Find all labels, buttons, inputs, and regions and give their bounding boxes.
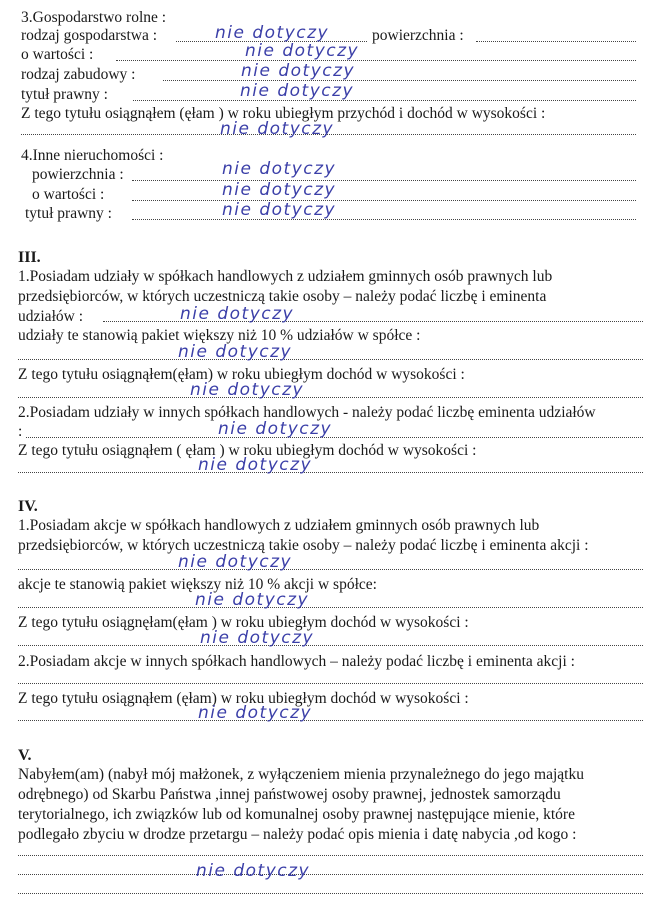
s4-title: 4.Inne nieruchomości : — [21, 147, 164, 164]
section-v-heading: V. — [18, 747, 32, 764]
v-field-line-3[interactable] — [18, 893, 643, 894]
iii-package-text: udziały te stanowią pakiet większy niż 10 % udziałów w spółce : — [18, 327, 421, 344]
s4-area-field[interactable] — [132, 180, 636, 181]
s4-value-value: nie dotyczy — [222, 180, 337, 200]
iv-p1-line2: przedsiębiorców, w których uczestniczą takie osoby – należy podać liczbę i eminenta akcji : — [18, 537, 589, 554]
iii-p1-line1: 1.Posiadam udziały w spółkach handlowych z udziałem gminnych osób prawnych lub — [18, 268, 553, 285]
s4-area-label: powierzchnia : — [32, 166, 124, 183]
iii-shares-value: nie dotyczy — [180, 304, 295, 324]
s3-legal-title-label: tytuł prawny : — [21, 86, 108, 103]
s3-value-value: nie dotyczy — [245, 41, 360, 61]
iii-p1-income-text: Z tego tytułu osiągnąłem(ęłam) w roku ubiegłym dochód w wysokości : — [18, 366, 465, 383]
iv-p1-income-value: nie dotyczy — [200, 628, 315, 648]
iv-p2-income-value: nie dotyczy — [198, 703, 313, 723]
iii-p1-line3: udziałów : — [18, 308, 83, 325]
s3-income-value: nie dotyczy — [220, 119, 335, 139]
s3-title: 3.Gospodarstwo rolne : — [21, 9, 167, 26]
iii-p1-income-field[interactable] — [18, 397, 643, 398]
s3-legal-title-value: nie dotyczy — [240, 81, 355, 101]
iv-p1-income-text: Z tego tytułu osiągnęłam(ęłam ) w roku ubiegłym dochód w wysokości : — [18, 614, 469, 631]
v-line1: Nabyłem(am) (nabył mój małżonek, z wyłączeniem mienia przynależnego do jego majątku — [18, 766, 584, 783]
s4-legal-title-value: nie dotyczy — [222, 200, 337, 220]
s3-type-value: nie dotyczy — [215, 23, 330, 43]
iv-p2-line1: 2.Posiadam akcje w innych spółkach handlowych – należy podać liczbę i eminenta akcji : — [18, 653, 575, 670]
iv-p2-field[interactable] — [18, 683, 643, 684]
iv-p1-income-field[interactable] — [18, 645, 643, 646]
iii-p1-income-value: nie dotyczy — [190, 380, 305, 400]
v-value: nie dotyczy — [196, 861, 311, 881]
s3-area-field[interactable] — [476, 41, 636, 42]
s4-legal-title-label: tytuł prawny : — [25, 205, 112, 222]
iv-package-field[interactable] — [18, 607, 643, 608]
iv-shares-field[interactable] — [18, 569, 643, 570]
s3-building-field[interactable] — [163, 80, 636, 81]
iii-p2-value: nie dotyczy — [218, 419, 333, 439]
iii-package-field[interactable] — [18, 359, 643, 360]
iii-p2-line1: 2.Posiadam udziały w innych spółkach handlowych - należy podać liczbę eminenta udziałów — [18, 404, 596, 421]
s4-value-label: o wartości : — [32, 186, 105, 203]
s4-area-value: nie dotyczy — [222, 159, 337, 179]
s3-building-label: rodzaj zabudowy : — [21, 66, 136, 83]
s3-building-value: nie dotyczy — [241, 61, 356, 81]
iv-shares-value: nie dotyczy — [178, 552, 293, 572]
iii-p2-income-field[interactable] — [18, 472, 643, 473]
v-field-line-1[interactable] — [18, 855, 643, 856]
s4-legal-title-field[interactable] — [132, 219, 636, 220]
iii-p2-income-text: Z tego tytułu osiągnąłem ( ęłam ) w roku ubiegłym dochód w wysokości : — [18, 442, 477, 459]
iv-package-text: akcje te stanowią pakiet większy niż 10 % akcji w spółce: — [18, 576, 377, 593]
section-iii-heading: III. — [18, 249, 41, 266]
iii-package-value: nie dotyczy — [178, 342, 293, 362]
v-line4: podlegało zbyciu w drodze przetargu – należy podać opis mienia i datę nabycia ,od kogo : — [18, 826, 577, 843]
iii-p2-colon: : — [18, 423, 23, 440]
v-line3: terytorialnego, ich związków lub od komunalnej osoby prawnej następujące mienie, które — [18, 806, 575, 823]
iii-p1-line2: przedsiębiorców, w których uczestniczą takie osoby – należy podać liczbę i eminenta — [18, 288, 547, 305]
iv-p2-income-field[interactable] — [18, 720, 643, 721]
iv-p1-line1: 1.Posiadam akcje w spółkach handlowych z udziałem gminnych osób prawnych lub — [18, 517, 540, 534]
s3-area-label: powierzchnia : — [372, 27, 464, 44]
v-field-line-2[interactable] — [18, 874, 643, 875]
iii-p2-field[interactable] — [26, 437, 643, 438]
iv-p2-income-text: Z tego tytułu osiągnąłem (ęłam) w roku ubiegłym dochód w wysokości : — [18, 690, 469, 707]
section-iv-heading: IV. — [18, 498, 38, 515]
s3-value-field[interactable] — [116, 60, 636, 61]
s3-income-text: Z tego tytułu osiągnąłem (ęłam ) w roku ubiegłym przychód i dochód w wysokości : — [21, 105, 546, 122]
iii-p2-income-value: nie dotyczy — [198, 455, 313, 475]
s3-legal-title-field[interactable] — [133, 100, 636, 101]
s3-value-label: o wartości : — [21, 46, 94, 63]
s3-type-label: rodzaj gospodarstwa : — [21, 27, 158, 44]
s4-value-field[interactable] — [132, 200, 636, 201]
v-line2: odrębnego) od Skarbu Państwa ,innej państwowej osoby prawnej, jednostek samorządu — [18, 786, 561, 803]
iv-package-value: nie dotyczy — [195, 590, 310, 610]
